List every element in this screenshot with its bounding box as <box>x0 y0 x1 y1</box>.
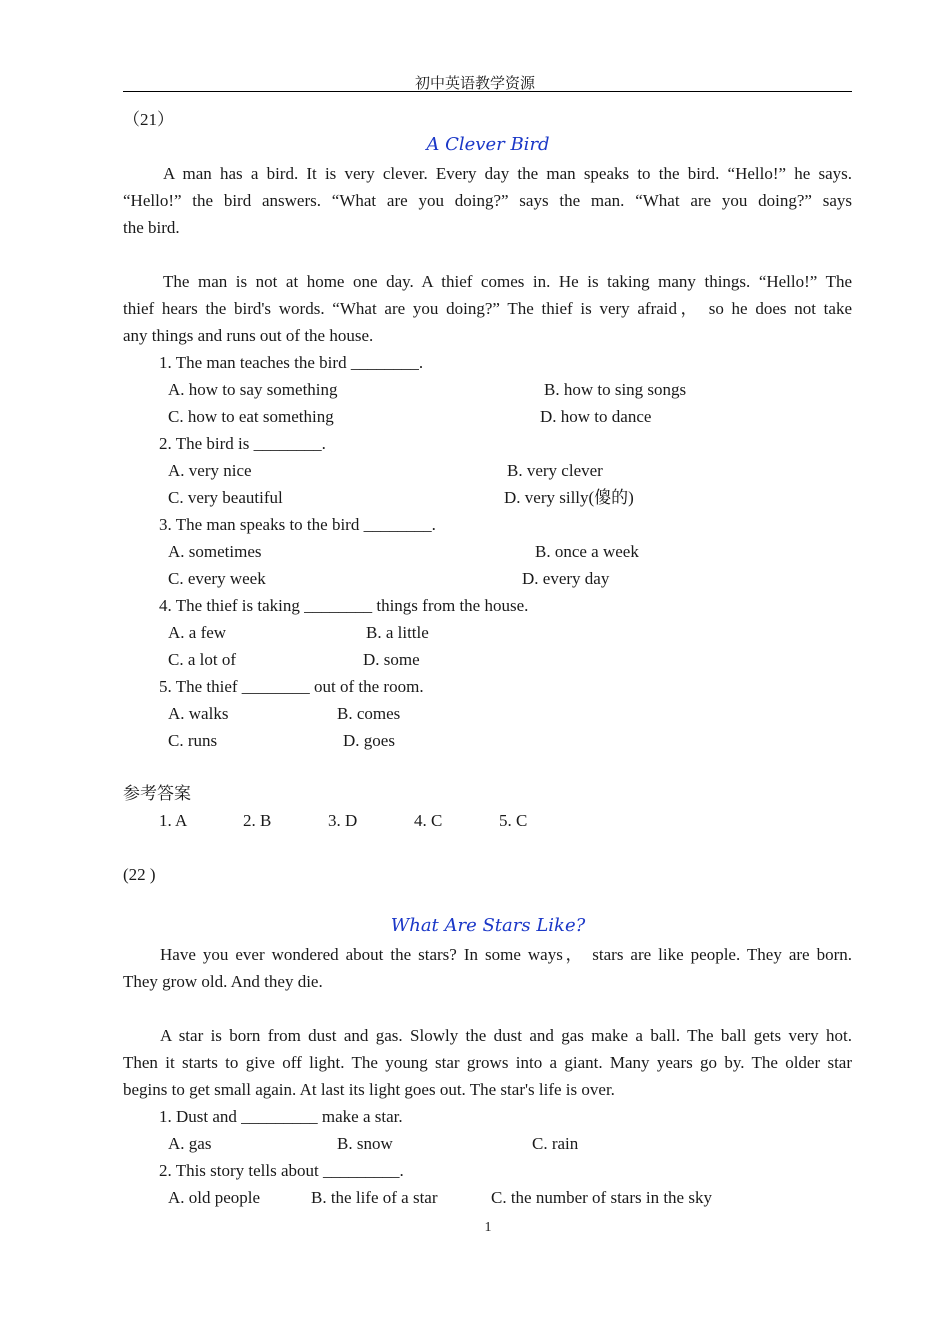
answer-item: 4. C <box>414 811 443 830</box>
question-21-5: 5. The thief ________ out of the room. <box>159 677 424 696</box>
option: C. every week <box>168 569 266 588</box>
question-21-4: 4. The thief is taking ________ things from the house. <box>159 596 529 615</box>
option: D. some <box>363 650 420 669</box>
option: C. runs <box>168 731 218 750</box>
passage-21-line: “Hello!” the bird answers. “What are you doing?” says the man. “What are you doing?” says <box>123 191 852 210</box>
option: D. how to dance <box>540 407 652 426</box>
passage-21-line: A man has a bird. It is very clever. Every day the man speaks to the bird. “Hello!” he says. <box>163 164 852 183</box>
option: A. very nice <box>168 461 252 480</box>
option: A. walks <box>168 704 229 723</box>
passage-21-line: any things and runs out of the house. <box>123 326 374 345</box>
option: B. very clever <box>507 461 603 480</box>
section-21-label: （21） <box>123 110 174 129</box>
answer-item: 3. D <box>328 811 358 830</box>
answers-label: 参考答案 <box>123 784 191 803</box>
question-21-3: 3. The man speaks to the bird ________. <box>159 515 436 534</box>
answer-item: 2. B <box>243 811 272 830</box>
answer-item: 5. C <box>499 811 528 830</box>
option: A. old people <box>168 1188 261 1207</box>
option: D. goes <box>343 731 395 750</box>
option: A. sometimes <box>168 542 262 561</box>
section-22-title: What Are Stars Like? <box>390 915 586 936</box>
question-21-1: 1. The man teaches the bird ________. <box>159 353 424 372</box>
question-22-1: 1. Dust and _________ make a star. <box>159 1107 403 1126</box>
passage-21-line: thief hears the bird's words. “What are you doing?” The thief is very afraid， so he does not take <box>123 299 852 318</box>
option: D. every day <box>522 569 610 588</box>
option: B. once a week <box>535 542 639 561</box>
question-22-2: 2. This story tells about _________. <box>159 1161 404 1180</box>
option: B. comes <box>337 704 401 723</box>
page-header: 初中英语教学资源 <box>414 76 535 92</box>
header-rule <box>123 91 852 92</box>
answer-item: 1. A <box>159 811 188 830</box>
option: C. a lot of <box>168 650 236 669</box>
option: A. how to say something <box>168 380 338 399</box>
option: C. rain <box>532 1134 579 1153</box>
passage-22-line: begins to get small again. At last its light goes out. The star's life is over. <box>123 1080 615 1099</box>
option: D. very silly(傻的) <box>504 488 634 507</box>
option: B. snow <box>337 1134 393 1153</box>
section-21-title: A Clever Bird <box>426 134 550 155</box>
page-number: 1 <box>484 1220 492 1235</box>
section-22-label: (22 ) <box>123 865 156 884</box>
option: A. a few <box>168 623 227 642</box>
passage-22-line: Have you ever wondered about the stars? In some ways， stars are like people. They are born. <box>160 945 852 964</box>
passage-22-line: They grow old. And they die. <box>123 972 323 991</box>
option: B. a little <box>366 623 429 642</box>
option: C. the number of stars in the sky <box>491 1188 712 1207</box>
passage-21-line: the bird. <box>123 218 180 237</box>
question-21-2: 2. The bird is ________. <box>159 434 326 453</box>
option: B. how to sing songs <box>544 380 687 399</box>
passage-22-line: Then it starts to give off light. The young star grows into a giant. Many years go by. The older star <box>123 1053 852 1072</box>
passage-22-line: A star is born from dust and gas. Slowly the dust and gas make a ball. The ball gets very hot. <box>160 1026 852 1045</box>
option: A. gas <box>168 1134 212 1153</box>
option: C. very beautiful <box>168 488 283 507</box>
passage-21-line: The man is not at home one day. A thief comes in. He is taking many things. “Hello!” The <box>163 272 852 291</box>
option: B. the life of a star <box>311 1188 438 1207</box>
option: C. how to eat something <box>168 407 334 426</box>
